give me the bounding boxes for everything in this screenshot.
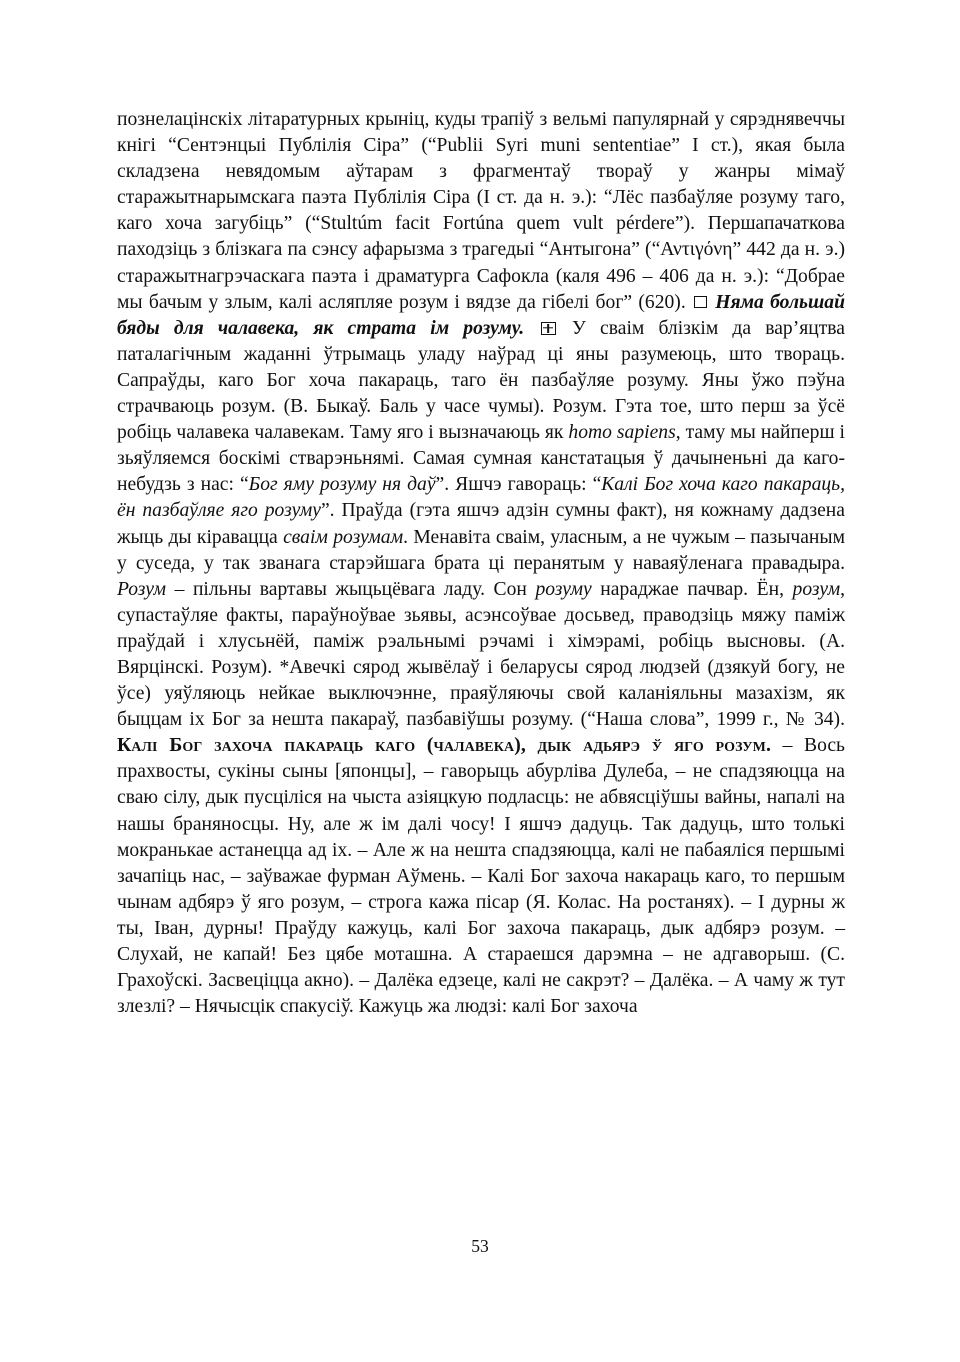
text-run-normal: – пільны вартавы жыцьцёвага ладу. Сон <box>166 578 536 600</box>
text-run-normal: познелацінскіх літаратурных крыніц, куды трапіў з вельмі папулярнай у сярэднявеччы кнігі “Сентэнцыі Публілія Сіра” (“Publii Syri muni sententiae” I ст.), якая была складзена невядомым аўтарам з фрагментаў твораў у жанры мімаў старажытнарымскага паэта Публілія Сіра (I ст. да н. э.): “Лёс пазбаўляе розуму таго, каго хоча загубіць” (“Stultúm facit Fortúna quem vult pérdere”). Першапачаткова паходзіць з блізкага па сэнсу афарызма з трагедыі “Антыгона” (“Αντιγόνη” 442 да н. э.) старажытнагрэчаскага паэта і драматурга Сафокла (каля 496 – 406 да н. э.): “Добрае мы бачым у злым, калі асляпляе розум і вядзе да гібелі бог” (620). <box>117 109 845 313</box>
text-run-normal: нараджае пачвар. Ён, <box>591 578 793 600</box>
hollow-square-marker-icon <box>694 296 706 308</box>
text-run-italic: розуму <box>535 578 592 600</box>
text-run-bold-italic: Няма большай бяды для чалавека, як страта ім розуму. <box>117 291 845 339</box>
open-book-marker-icon <box>541 322 556 335</box>
text-run-italic: Калі Бог хоча каго пакараць, ён пазбаўляе яго розуму <box>117 474 845 522</box>
text-run-normal: , таму мы найперш і зьяўляемся боскімі стварэньнямі. Самая сумная канстатацыя ў дачыненьні да каго-небудзь з нас: “ <box>117 422 845 496</box>
text-run-normal: – Вось прахвосты, сукіны сыны [японцы], – гаворыць абурліва Дулеба, – не спадзяюцца на сваю сілу, дык пусціліся на чыста азіяцкую подласць: не абвясціўшы вайны, напалі на нашы браняносцы. Ну, але ж ім далі чосу! І яшчэ дадуць. Так дадуць, што толькі мокранькае астанецца ад іх. – Але ж на нешта спадзяюцца, калі не пабаяліся першымі зачапіць нас, – заўважае фурман Аўмень. – Калі Бог захоча накараць каго, то першым чынам адбярэ ў яго розум, – строга кажа пісар (Я. Колас. На ростанях). – І дурны ж ты, Іван, дурны! Праўду кажуць, калі Бог захоча пакараць, дык адбярэ розум. – Слухай, не капай! Без цябе моташна. А стараешся дарэмна – не адгаворыш. (С. Грахоўскі. Засвеціцца акно). – Далёка едзеце, калі не сакрэт? – Далёка. – А чаму ж тут злезлі? – Нячысцік спакусіў. Кажуць жа людзі: калі Бог захоча <box>117 735 845 1018</box>
text-run-normal: . Менавіта сваім, уласным, а не чужым – пазычаным у суседа, у так званага старэйшага брата ці перанятым у наваяўленага правадыра. <box>117 526 845 574</box>
text-run-italic: homo sapiens <box>568 422 676 444</box>
text-run-normal: У сваім блізкім да вар’яцтва паталагічным жаданні ўтрымаць уладу наўрад ці яны разумеюць, што твораць. Сапраўды, каго Бог хоча пакараць, таго ён пазбаўляе розуму. Яны ўжо пэўна страчваюць розум. (В. Быкаў. Баль у часе чумы). Розум. Гэта тое, што перш за ўсё робіць чалавека чалавекам. Таму яго і вызначаюць як <box>117 317 846 444</box>
page-body-text <box>117 107 845 1020</box>
page-number: 53 <box>471 1236 489 1256</box>
text-run-normal: ”. Яшчэ гавораць: “ <box>435 474 602 496</box>
text-run-italic: розум <box>792 578 841 600</box>
text-run-italic: Розум <box>117 578 167 600</box>
text-run-italic: Бог яму розуму ня даў <box>248 474 436 496</box>
text-run-small-caps: Калі Бог захоча пакараць каго (чалавека), дык адьярэ ў яго розум. <box>117 735 771 757</box>
body-paragraph <box>117 107 845 1020</box>
text-run-italic: сваім розумам <box>283 526 404 548</box>
text-run-normal: , супастаўляе факты, параўноўвае зьявы, асэнсоўвае досьвед, праводзіць мяжу паміж праўдай і хлусьнёй, паміж рэальнымі рэчамі і хімэрамі, робіць высновы. (А. Вярцінскі. Розум). *Авечкі сярод жывёлаў і беларусы сярод людзей (дзякуй богу, не ўсе) уяўляюць нейкае выключэнне, праяўляючы свой каланіяльны мазахізм, як быццам іх Бог за нешта пакараў, пазбавіўшы розуму. (“Наша слова”, 1999 г., № 34). <box>117 578 845 731</box>
text-run-normal: ”. Праўда (гэта яшчэ адзін сумны факт), ня кожнаму дадзена жыць ды кіравацца <box>117 500 845 548</box>
